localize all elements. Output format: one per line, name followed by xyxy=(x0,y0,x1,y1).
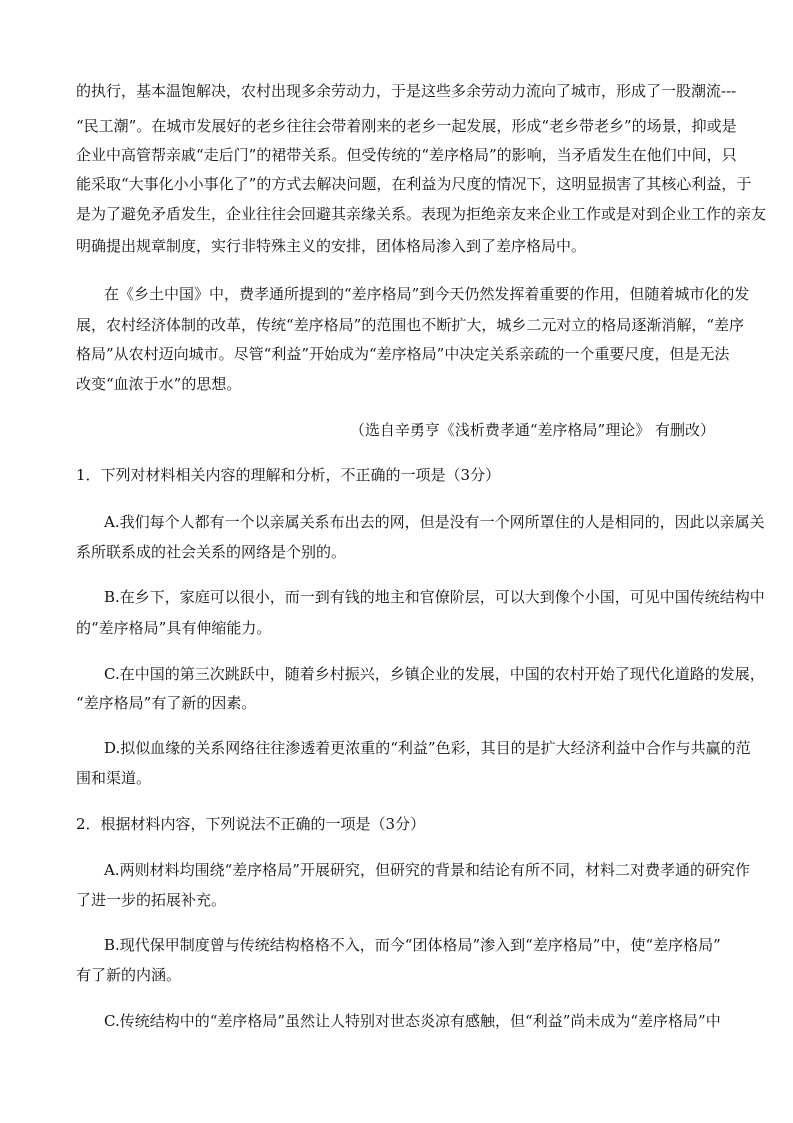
question-1-stem: 1．下列对材料相关内容的理解和分析，不正确的一项是（3分） xyxy=(76,466,501,484)
source-citation: （选自辛勇亨《浅析费孝通“差序格局”理论》 有删改） xyxy=(349,421,715,439)
option-a-cont: 了进一步的拓展补充。 xyxy=(76,891,227,909)
option-a: A.两则材料均围绕“差序格局”开展研究，但研究的背景和结论有所不同，材料二对费孝通的研究作 xyxy=(104,861,750,879)
question-2-stem: 2．根据材料内容，下列说法不正确的一项是（3分） xyxy=(76,815,426,833)
option-a: A.我们每个人都有一个以亲属关系布出去的网，但是没有一个网所罩住的人是相同的，因此以亲属关 xyxy=(104,513,765,531)
option-a-cont: 系所联系成的社会关系的网络是个别的。 xyxy=(76,543,347,561)
paragraph-line: 改变“血浓于水”的思想。 xyxy=(76,375,242,393)
option-c: C.传统结构中的“差序格局”虽然让人特别对世态炎凉有感触，但“利益”尚未成为“差序格局”中 xyxy=(104,1012,721,1030)
paragraph-line: 明确提出规章制度，实行非特殊主义的安排，团体格局渗入到了差序格局中。 xyxy=(76,237,587,255)
option-b: B.在乡下，家庭可以很小，而一到有钱的地主和官僚阶层，可以大到像个小国，可见中国传统结构中 xyxy=(104,588,765,606)
option-b-cont: 的“差序格局”具有伸缩能力。 xyxy=(76,619,272,637)
paragraph-line: “民工潮”。在城市发展好的老乡往往会带着刚来的老乡一起发展，形成“老乡带老乡”的场景，抑或是 xyxy=(76,117,737,135)
paragraph-line: 的执行，基本温饱解决，农村出现多余劳动力，于是这些多余劳动力流向了城市，形成了一股潮流--- xyxy=(76,82,737,100)
option-c-cont: “差序格局”有了新的因素。 xyxy=(76,694,257,712)
paragraph-line: 格局”从农村迈向城市。尽管“利益”开始成为“差序格局”中决定关系亲疏的一个重要尺度，但是无法 xyxy=(76,345,730,363)
option-c: C.在中国的第三次跳跃中，随着乡村振兴，乡镇企业的发展，中国的农村开始了现代化道路的发展， xyxy=(104,665,765,683)
paragraph-line: 是为了避免矛盾发生，企业往往会回避其亲缘关系。表现为拒绝亲友来企业工作或是对到企业工作的亲友 xyxy=(76,205,767,223)
paragraph-line: 企业中高管帮亲戚“走后门”的裙带关系。但受传统的“差序格局”的影响，当矛盾发生在他们中间，只 xyxy=(76,146,737,164)
option-d: D.拟似血缘的关系网络往往渗透着更浓重的“利益”色彩，其目的是扩大经济利益中合作与共赢的范 xyxy=(104,739,751,757)
paragraph-line: 展，农村经济体制的改革，传统“差序格局”的范围也不断扩大，城乡二元对立的格局逐渐消解，“差序 xyxy=(76,316,745,334)
option-b: B.现代保甲制度曾与传统结构格格不入，而今“团体格局”渗入到“差序格局”中，使“差序格局” xyxy=(104,936,721,954)
option-d-cont: 围和渠道。 xyxy=(76,769,152,787)
paragraph-line: 能采取“大事化小小事化了”的方式去解决问题，在利益为尺度的情况下，这明显损害了其核心利益，于 xyxy=(76,175,752,193)
option-b-cont: 有了新的内涵。 xyxy=(76,966,182,984)
paragraph-line: 在《乡土中国》中，费孝通所提到的“差序格局”到今天仍然发挥着重要的作用，但随着城市化的发 xyxy=(104,285,750,303)
